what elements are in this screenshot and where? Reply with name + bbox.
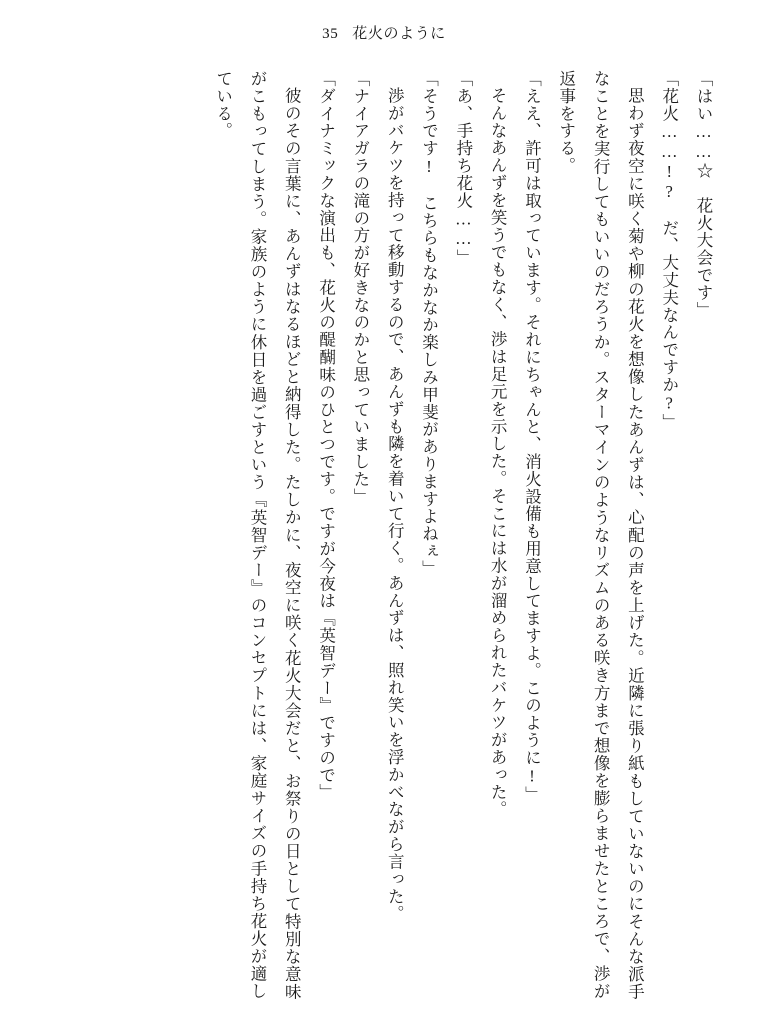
vertical-text-block [48,70,720,1000]
page-number: 35 [322,26,339,42]
paragraph: 思わず夜空に咲く菊や柳の花火を想像したあんずは、心配の声を上げた。近隣に張り紙もしていないのにそんな派手なことを実行してもいいのだろうか。スターマインのようなリズムのある咲き方まで想像を膨らませたところで、渉が返事をする。 [556,70,645,1000]
paragraph: 「はい……☆ 花火大会です」 [694,70,713,319]
paragraph: 「花火……!? だ、大丈夫なんですか?」 [659,70,679,431]
paragraph: そんなあんずを笑うでもなく、渉は足元を示した。そこには水が溜められたバケツがあった。 [488,86,508,818]
paragraph: 「ダイナミックな演出も、花火の醍醐味のひとつです。ですが今夜は『英智デー』ですので」 [316,70,336,802]
page-body [48,70,720,1000]
paragraph: 「ナイアガラの滝の方が好きなのかと思っていました」 [350,70,370,506]
paragraph: 「ええ、許可は取っています。それにちゃんと、消火設備も用意してますよ。このように!」 [522,70,542,804]
paragraph: 彼のその言葉に、あんずはなるほどと納得した。たしかに、夜空に咲く花火大会だと、お祭りの日として特別な意味がこもってしまう。家族のように休日を過ごすという『英智デー』のコンセプトには、家庭サイズの手持ち花火が適している。 [213,70,302,1000]
paragraph: 「あ、手持ち花火……」 [453,70,473,267]
running-title: 花火のように [352,26,446,42]
page-header [0,22,768,43]
paragraph: 渉がバケツを持って移動するので、あんずも隣を着いて行く。あんずは、照れ笑いを浮かべながら言った。 [385,86,405,923]
paragraph: 「そうです! こちらもなかなか楽しみ甲斐がありますよねぇ」 [419,70,439,578]
